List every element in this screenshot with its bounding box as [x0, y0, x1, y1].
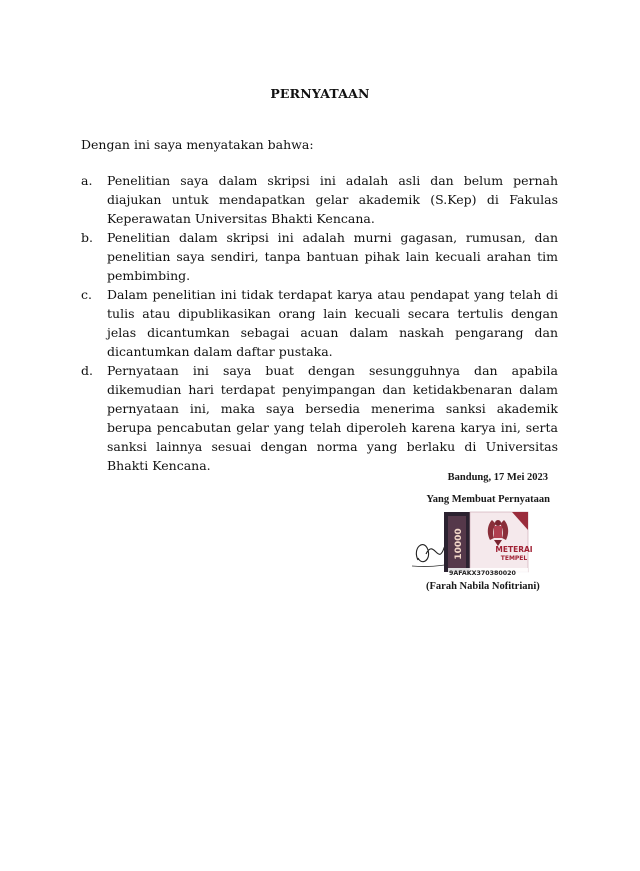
list-marker: a.	[81, 173, 93, 188]
stamp-serial: 9AFAKX370380020	[449, 570, 516, 577]
statement-list	[81, 171, 558, 475]
statement-text: Penelitian saya dalam skripsi ini adalah asli dan belum pernah diajukan untuk mendapatkan gelar akademik (S.Kep) di Fakulas Keperawatan Universitas Bhakti Kencana.	[107, 173, 558, 226]
list-item	[81, 285, 558, 361]
list-item	[81, 228, 558, 285]
maker-label: Yang Membuat Pernyataan	[426, 494, 550, 505]
place-date: Bandung, 17 Mei 2023	[447, 472, 548, 483]
list-marker: b.	[81, 230, 93, 245]
statement-text: Penelitian dalam skripsi ini adalah murni gagasan, rumusan, dan penelitian saya sendiri, tanpa bantuan pihak lain kecuali arahan tim pembimbing.	[107, 230, 558, 283]
stamp-line1: METERAI	[495, 545, 533, 554]
statement-text: Dalam penelitian ini tidak terdapat karya atau pendapat yang telah di tulis atau dipublikasikan orang lain kecuali secara tertulis dengan jelas dicantumkan sebagai acuan dalam naskah pengarang dan dicantumkan dalam daftar pustaka.	[107, 287, 558, 359]
list-item	[81, 171, 558, 228]
intro-text: Dengan ini saya menyatakan bahwa:	[81, 137, 314, 152]
statement-text: Pernyataan ini saya buat dengan sesungguhnya dan apabila dikemudian hari terdapat penyimpangan dan ketidakbenaran dalam pernyataan ini, maka saya bersedia menerima sanksi akademik berupa pencabutan gelar yang telah diperoleh karena karya ini, serta sanksi lainnya sesuai dengan norma yang berlaku di Universitas Bhakti Kencana.	[107, 363, 558, 473]
signer-name: (Farah Nabila Nofitriani)	[426, 581, 540, 592]
signature-block	[410, 470, 550, 600]
stamp-signature-image	[404, 508, 538, 580]
list-marker: d.	[81, 363, 93, 378]
list-marker: c.	[81, 287, 92, 302]
stamp-line2: TEMPEL	[500, 555, 528, 562]
page-title: PERNYATAAN	[270, 86, 370, 101]
stamp-value: 10000	[454, 528, 464, 560]
list-item	[81, 361, 558, 475]
